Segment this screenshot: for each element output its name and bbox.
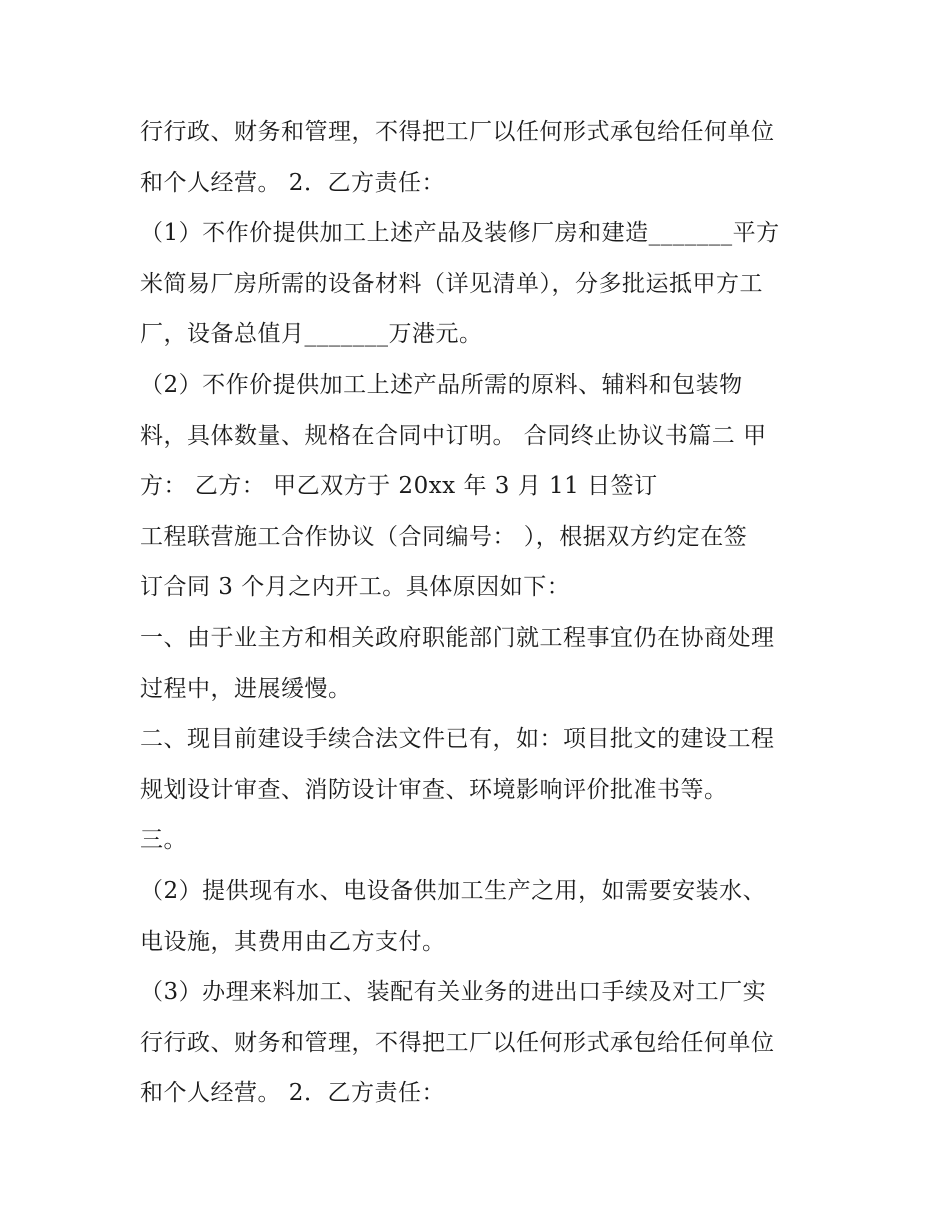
text-line: 二、现目前建设手续合法文件已有，如：项目批文的建设工程 <box>140 726 775 753</box>
text-line: 三。 <box>140 827 187 854</box>
text-line: 规划设计审查、消防设计审查、环境影响评价批准书等。 <box>140 776 728 803</box>
text-line: 行行政、财务和管理，不得把工厂以任何形式承包给任何单位 <box>140 119 775 145</box>
text-line: （2）提供现有水、电设备供加工生产之用，如需要安装水、 <box>140 877 767 904</box>
text-line: 过程中，进展缓慢。 <box>140 675 352 702</box>
text-line: 和个人经营。 2．乙方责任： <box>140 169 445 196</box>
document-body <box>140 107 830 1119</box>
text-line: 厂，设备总值月_______万港元。 <box>140 321 483 348</box>
text-line: 和个人经营。 2．乙方责任： <box>140 1080 445 1107</box>
text-line: （3）办理来料加工、装配有关业务的进出口手续及对工厂实 <box>140 979 767 1006</box>
text-line: 电设施，其费用由乙方支付。 <box>140 928 446 955</box>
text-line: 订合同 3 个月之内开工。具体原因如下： <box>140 574 571 601</box>
text-line: 料，具体数量、规格在合同中订明。 合同终止协议书篇二 甲 <box>140 422 767 449</box>
text-line: 一、由于业主方和相关政府职能部门就工程事宜仍在协商处理 <box>140 624 775 651</box>
text-line: （2）不作价提供加工上述产品所需的原料、辅料和包装物 <box>140 371 743 398</box>
text-line: 方： 乙方： 甲乙双方于 20xx 年 3 月 11 日签订 <box>140 473 658 500</box>
text-line: 米简易厂房所需的设备材料（详见清单），分多批运抵甲方工 <box>140 270 763 297</box>
text-line: 行行政、财务和管理，不得把工厂以任何形式承包给任何单位 <box>140 1029 775 1056</box>
text-line: （1）不作价提供加工上述产品及装修厂房和建造_______平方 <box>140 220 780 247</box>
text-line: 工程联营施工合作协议（合同编号： ），根据双方约定在签 <box>140 523 748 550</box>
